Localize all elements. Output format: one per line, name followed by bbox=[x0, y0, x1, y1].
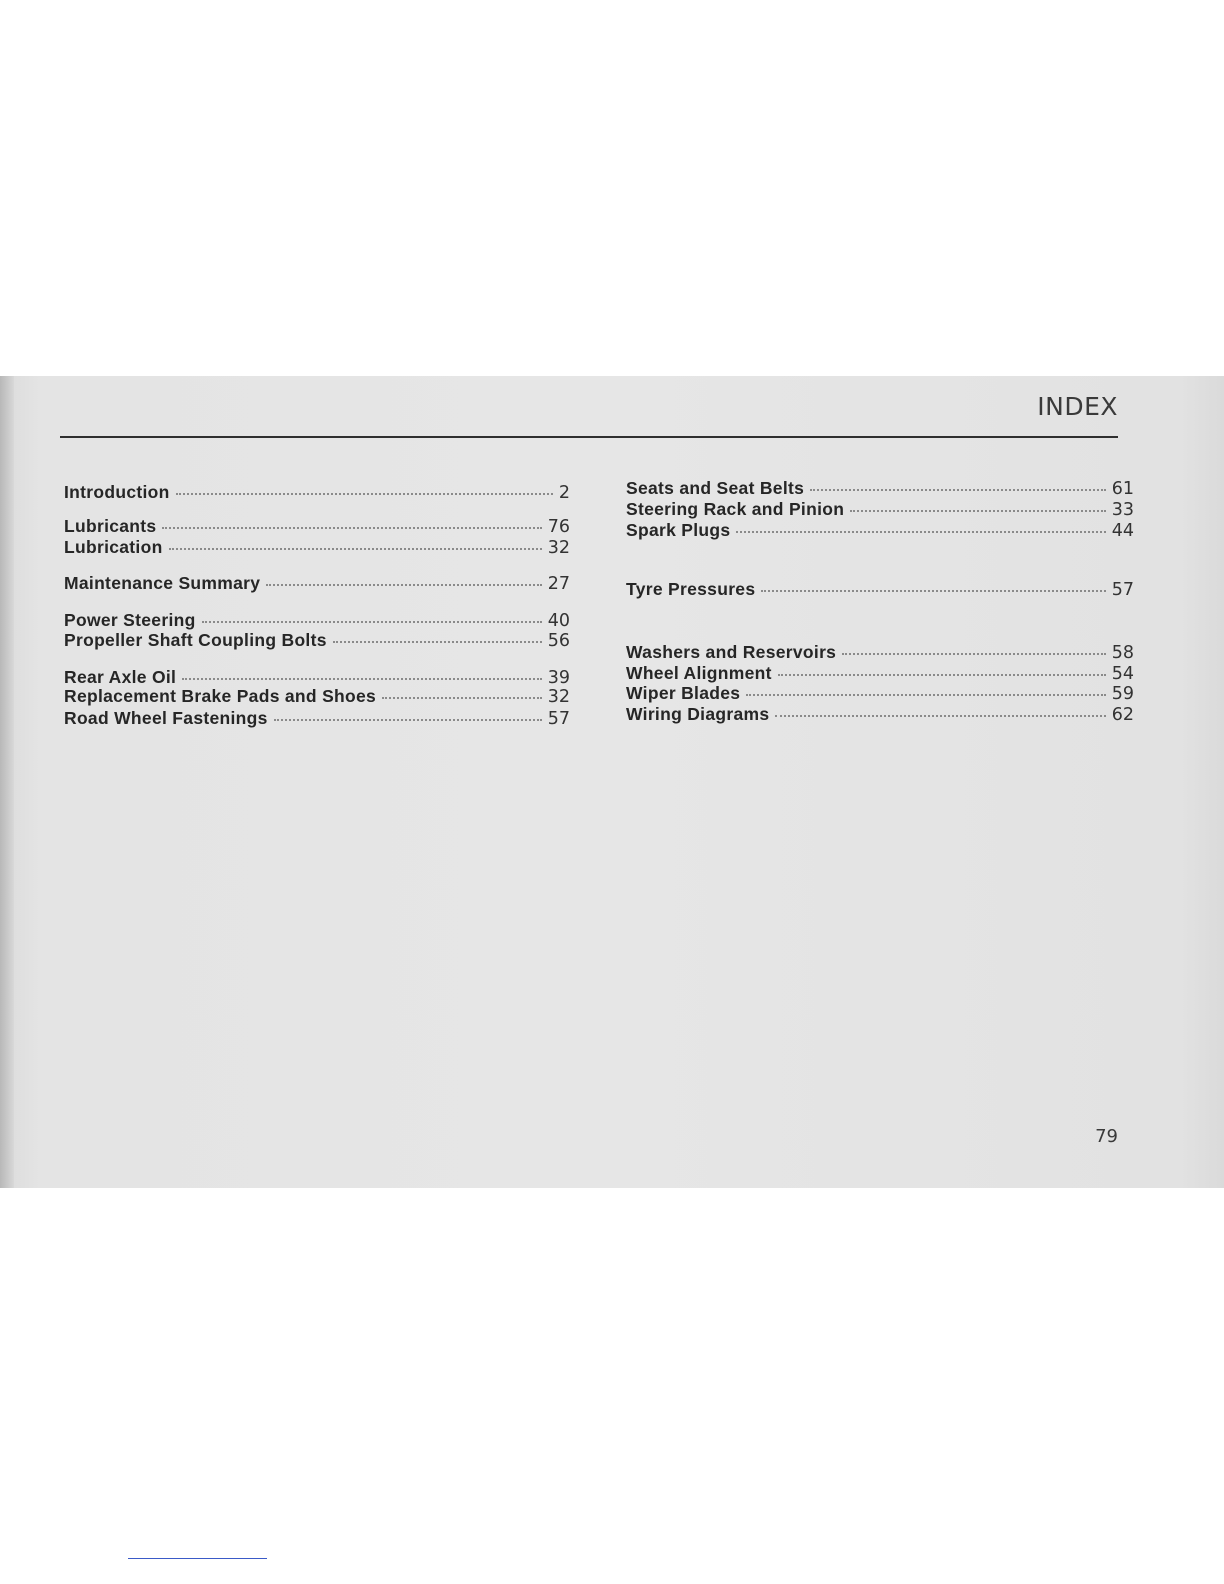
index-entry[interactable] bbox=[64, 708, 570, 730]
entry-label: Spark Plugs bbox=[626, 520, 731, 540]
entry-label: Power Steering bbox=[64, 610, 196, 630]
index-entry[interactable] bbox=[626, 499, 1134, 521]
dot-leader bbox=[382, 697, 542, 699]
entry-page: 40 bbox=[547, 611, 570, 631]
entry-page: 39 bbox=[547, 668, 570, 688]
page-edge-shadow bbox=[0, 376, 14, 1188]
index-entry[interactable] bbox=[626, 579, 1134, 601]
index-entry[interactable] bbox=[626, 520, 1134, 542]
index-entry[interactable] bbox=[626, 704, 1134, 726]
entry-page: 33 bbox=[1111, 500, 1134, 520]
dot-leader bbox=[761, 590, 1105, 592]
entry-label: Propeller Shaft Coupling Bolts bbox=[64, 630, 327, 650]
entry-page: 27 bbox=[547, 574, 570, 594]
entry-label: Road Wheel Fastenings bbox=[64, 708, 268, 728]
entry-page: 44 bbox=[1111, 521, 1134, 541]
index-entry[interactable] bbox=[626, 642, 1134, 664]
page-number: 79 bbox=[1095, 1126, 1118, 1147]
entry-label: Lubricants bbox=[64, 516, 157, 536]
entry-label: Tyre Pressures bbox=[626, 579, 756, 599]
dot-leader bbox=[810, 489, 1106, 491]
dot-leader bbox=[176, 493, 553, 495]
dot-leader bbox=[842, 653, 1106, 655]
entry-label: Washers and Reservoirs bbox=[626, 642, 837, 662]
entry-page: 57 bbox=[1111, 580, 1134, 600]
entry-page: 32 bbox=[547, 687, 570, 707]
entry-page: 2 bbox=[558, 483, 570, 503]
entry-page: 57 bbox=[547, 709, 570, 729]
entry-page: 32 bbox=[547, 538, 570, 558]
dot-leader bbox=[162, 527, 541, 529]
dot-leader bbox=[169, 548, 542, 550]
dot-leader bbox=[202, 621, 542, 623]
index-entry[interactable] bbox=[64, 630, 570, 652]
entry-label: Wiper Blades bbox=[626, 683, 741, 703]
entry-label: Replacement Brake Pads and Shoes bbox=[64, 686, 377, 706]
dot-leader bbox=[850, 510, 1106, 512]
dot-leader bbox=[775, 715, 1105, 717]
dot-leader bbox=[746, 694, 1105, 696]
entry-label: Wheel Alignment bbox=[626, 663, 772, 683]
dot-leader bbox=[333, 641, 542, 643]
index-entry[interactable] bbox=[64, 482, 570, 504]
index-entry[interactable] bbox=[626, 663, 1134, 685]
entry-label: Steering Rack and Pinion bbox=[626, 499, 845, 519]
entry-page: 59 bbox=[1111, 684, 1134, 704]
dot-leader bbox=[778, 674, 1106, 676]
dot-leader bbox=[266, 584, 541, 586]
dot-leader bbox=[736, 531, 1105, 533]
entry-page: 62 bbox=[1111, 705, 1134, 725]
entry-page: 56 bbox=[547, 631, 570, 651]
entry-label: Seats and Seat Belts bbox=[626, 478, 805, 498]
index-entry[interactable] bbox=[64, 537, 570, 559]
index-entry[interactable] bbox=[64, 610, 570, 632]
index-entry[interactable] bbox=[64, 686, 570, 708]
entry-label: Wiring Diagrams bbox=[626, 704, 770, 724]
dot-leader bbox=[182, 678, 542, 680]
dot-leader bbox=[274, 719, 542, 721]
entry-page: 54 bbox=[1111, 664, 1134, 684]
title-rule bbox=[60, 436, 1118, 438]
entry-page: 76 bbox=[547, 517, 570, 537]
entry-page: 61 bbox=[1111, 479, 1134, 499]
page-title: INDEX bbox=[1037, 392, 1118, 421]
entry-label: Introduction bbox=[64, 482, 170, 502]
footer-link-underline bbox=[128, 1558, 267, 1559]
index-entry[interactable] bbox=[626, 683, 1134, 705]
index-entry[interactable] bbox=[64, 516, 570, 538]
index-entry[interactable] bbox=[626, 478, 1134, 500]
entry-label: Lubrication bbox=[64, 537, 163, 557]
index-entry[interactable] bbox=[64, 573, 570, 595]
entry-page: 58 bbox=[1111, 643, 1134, 663]
entry-label: Maintenance Summary bbox=[64, 573, 261, 593]
entry-label: Rear Axle Oil bbox=[64, 667, 177, 687]
